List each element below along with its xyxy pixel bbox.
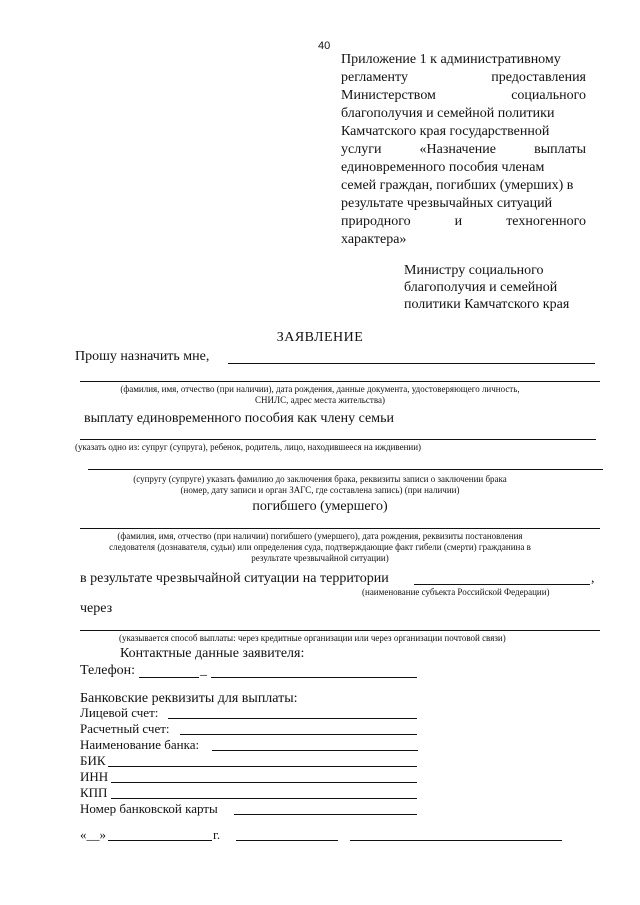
bik-field[interactable] bbox=[108, 766, 417, 767]
phone-separator: _ bbox=[200, 663, 207, 678]
region-comma: , bbox=[591, 571, 595, 586]
annex-word: Приложение 1 к административному bbox=[341, 52, 561, 67]
account-label: Лицевой счет: bbox=[80, 705, 159, 720]
region-line[interactable] bbox=[414, 584, 590, 585]
relation-line[interactable] bbox=[80, 439, 596, 440]
annex-line bbox=[341, 105, 586, 123]
annex-line bbox=[341, 87, 586, 105]
hint-applicant-2: СНИЛС, адрес места жительства) bbox=[255, 395, 385, 405]
bank-name-label: Наименование банка: bbox=[80, 737, 200, 752]
card-label: Номер банковской карты bbox=[80, 801, 218, 816]
signature-field[interactable] bbox=[236, 840, 338, 841]
hint-region: (наименование субъекта Российской Федерации) bbox=[362, 587, 550, 597]
deceased-text: погибшего (умершего) bbox=[252, 499, 388, 514]
date-month-field[interactable] bbox=[108, 840, 212, 841]
hint-applicant-1: (фамилия, имя, отчество (при наличии), дата рождения, данные документа, удостоверяющего личность, bbox=[120, 384, 520, 394]
phone-line-2[interactable] bbox=[211, 677, 417, 678]
payment-text: выплату единовременного пособия как члену семьи bbox=[84, 411, 394, 426]
applicant-line-1[interactable] bbox=[228, 363, 595, 364]
annex-line bbox=[341, 69, 586, 87]
hint-spouse-1: (супругу (супруге) указать фамилию до заключения брака, реквизиты записи о заключении брака bbox=[133, 474, 507, 484]
bank-name-field[interactable] bbox=[212, 750, 418, 751]
via-text: через bbox=[80, 601, 113, 616]
annex-word: Министерством bbox=[341, 88, 436, 103]
addressee-block bbox=[404, 262, 569, 313]
annex-word: социального bbox=[511, 88, 586, 103]
emergency-text: в результате чрезвычайной ситуации на территории bbox=[80, 571, 389, 586]
hint-deceased-1: (фамилия, имя, отчество (при наличии) погибшего (умершего), дата рождения, реквизиты постановления bbox=[117, 531, 523, 541]
annex-line bbox=[341, 141, 586, 159]
bank-heading: Банковские реквизиты для выплаты: bbox=[80, 691, 298, 706]
account-field[interactable] bbox=[168, 718, 417, 719]
annex-reference bbox=[341, 51, 586, 249]
bik-label: БИК bbox=[80, 753, 106, 768]
annex-word: благополучия и семейной политики bbox=[341, 106, 555, 121]
annex-word: единовременного пособия членам bbox=[341, 160, 545, 175]
method-line[interactable] bbox=[80, 630, 600, 631]
annex-word: предоставления bbox=[491, 70, 586, 85]
annex-line bbox=[341, 213, 586, 231]
date-year-suffix: г. bbox=[213, 827, 221, 842]
spouse-line[interactable] bbox=[88, 469, 603, 470]
settlement-label: Расчетный счет: bbox=[80, 721, 170, 736]
hint-deceased-2: следователя (дознавателя, судьи) или определения суда, подтверждающие факт гибели (смерти) гражданина в bbox=[109, 542, 531, 552]
inn-field[interactable] bbox=[111, 782, 417, 783]
annex-word: характера» bbox=[341, 232, 407, 247]
phone-label: Телефон: bbox=[80, 663, 136, 678]
annex-word: семей граждан, погибших (умерших) в bbox=[341, 178, 574, 193]
annex-word: «Назначение bbox=[419, 142, 496, 157]
annex-word: результате чрезвычайных ситуаций bbox=[341, 196, 553, 211]
settlement-field[interactable] bbox=[180, 734, 417, 735]
contact-heading: Контактные данные заявителя: bbox=[120, 646, 305, 661]
annex-line bbox=[341, 159, 586, 177]
annex-word: и bbox=[454, 214, 463, 229]
annex-line bbox=[341, 123, 586, 141]
annex-line bbox=[341, 231, 586, 249]
hint-spouse-2: (номер, дату записи и орган ЗАГС, где составлена запись) (при наличии) bbox=[180, 485, 460, 495]
annex-word: выплаты bbox=[534, 142, 586, 157]
signature-name-field[interactable] bbox=[350, 840, 562, 841]
annex-line bbox=[341, 195, 586, 213]
inn-label: ИНН bbox=[80, 769, 109, 784]
kpp-label: КПП bbox=[80, 785, 108, 800]
hint-method: (указывается способ выплаты: через кредитные организации или через организации почтовой связи) bbox=[119, 633, 506, 643]
annex-word: Камчатского края государственной bbox=[341, 124, 550, 139]
addressee-line: политики Камчатского края bbox=[404, 297, 570, 312]
card-field[interactable] bbox=[234, 814, 417, 815]
page-number: 40 bbox=[318, 40, 331, 52]
phone-line-1[interactable] bbox=[139, 677, 199, 678]
annex-word: техногенного bbox=[506, 214, 586, 229]
addressee-line: благополучия и семейной bbox=[404, 280, 558, 295]
hint-deceased-3: результате чрезвычайной ситуации) bbox=[251, 553, 389, 563]
request-text: Прошу назначить мне, bbox=[75, 349, 210, 364]
annex-word: регламенту bbox=[341, 70, 408, 85]
annex-line bbox=[341, 51, 586, 69]
document-title: ЗАЯВЛЕНИЕ bbox=[276, 330, 364, 345]
annex-line bbox=[341, 177, 586, 195]
kpp-field[interactable] bbox=[111, 798, 417, 799]
applicant-line-2[interactable] bbox=[80, 381, 600, 382]
hint-relation: (указать одно из: супруг (супруга), ребенок, родитель, лицо, находившееся на иждивении) bbox=[75, 442, 422, 452]
annex-word: природного bbox=[341, 214, 411, 229]
date-day: «__» bbox=[80, 827, 106, 842]
annex-word: услуги bbox=[341, 142, 382, 157]
addressee-line: Министру социального bbox=[404, 263, 544, 278]
deceased-line[interactable] bbox=[80, 528, 600, 529]
